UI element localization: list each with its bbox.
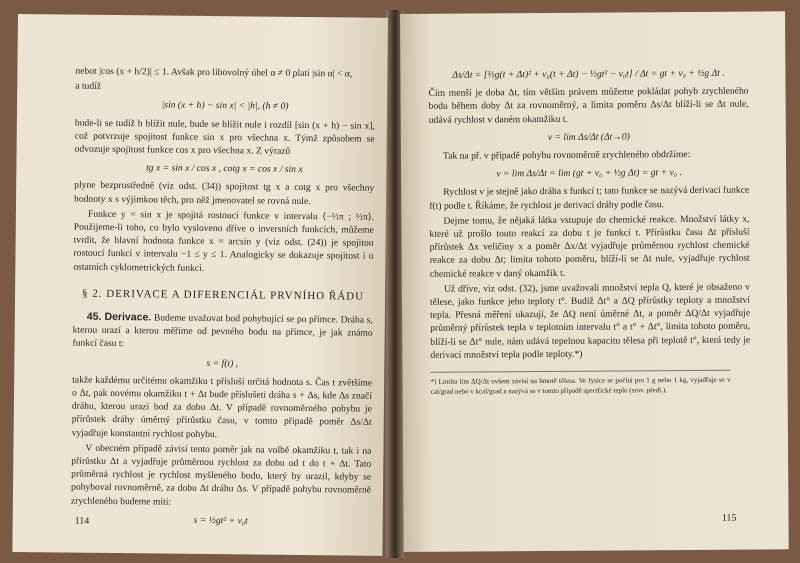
paragraph-45 bbox=[72, 311, 372, 354]
equation: v = lim Δs/Δt (Δt→0) bbox=[547, 131, 630, 143]
equation: s = ½gt² + v₀t bbox=[193, 514, 248, 527]
page-number: 114 bbox=[74, 515, 90, 527]
footnote: *) Limita lim ΔQ/Δt ovšem závisí na hmotě tělesa. Ve fysice se počítá pro 1 g nebo 1 kg, vyjadřuje se v cal/grad nebo v kcal/grad a nazývá se v tomto případě specifické teplo (srov. předl.). bbox=[430, 370, 730, 397]
paragraph: Rychlost v je stejně jako dráha s funkcí t; tato funkce se nazývá derivací funkce f(t) podle t. Říkáme, že rychlost je derivací dráhy podle času. bbox=[429, 184, 750, 212]
paragraph: bude-li se tudíž h blížit nule, bude se blížit nule i rozdíl [sin (x + h) − sin x], což potvrzuje spojitost funkce sin x pro všechna x. Týmž způsobem se odvozuje spojitost funkce cos x pro všechna x. Z výrazů bbox=[74, 117, 375, 157]
left-page-text bbox=[71, 65, 376, 534]
paragraph: Už dříve, viz odst. (32), jsme uvažovali množství tepla Q, které je obsaženo v tělese, jako funkce jeho teploty t°. Budiž Δt° a ΔQ přírůstky teploty a množství tepla. Přesná měření ukazují, že ΔQ není úměrné Δt, a poměr ΔQ/Δt vyjadřuje průměrný přírůstek tepla v teplotním intervalu t° a t° + Δt°, limita tohoto poměru, blíží-li se Δt° nule, nám udává tepelnou kapacitu tělesa při teplotě t°, která tedy je derivací množství tepla podle teploty.*) bbox=[429, 281, 751, 361]
right-page bbox=[400, 11, 789, 552]
right-page-text bbox=[428, 62, 750, 397]
paragraph-label: 45. Derivace. bbox=[86, 310, 152, 324]
paragraph: Dejme tomu, že nějaká látka vstupuje do chemické reakce. Množství látky x, které už prošlo touto reakcí za dobu t je funkcí t. Přírůstku času Δt přísluší přírůstek Δx veličiny x a poměr Δx/Δt vyjadřuje průměrnou rychlost chemické reakce za dobu Δt; limita tohoto poměru, blíží-li se Δt nule, vyjadřuje rychlost chemické reakce v daný okamžik t. bbox=[429, 213, 750, 280]
text-line: nebot |cos (x + h/2)| ≤ 1. Avšak pro libovolný úhel α ≠ 0 platí |sin α| < α, bbox=[75, 65, 353, 80]
page-number: 115 bbox=[721, 512, 737, 524]
paragraph: takže každému určitému okamžiku t přísluší určitá hodnota s. Čas t zvětšíme o Δt, pak novému okamžiku t + Δt bude příslušeti dráha s + Δs, kde Δs značí dráhu, kterou urazí bod za dobu Δt. V případě rovnoměrného pohybu je přírůstek dráhy úměrný přírůstku času, v tomto případě poměr Δs/Δt vyjadřuje konstantní rychlost pohybu. bbox=[71, 374, 373, 440]
paragraph: Funkce y = sin x je spojitá rostoucí funkce v intervalu ⟨−½π ; ½π⟩. Použijeme-li toho, co bylo vysloveno dříve o inversních funkcích, můžeme tvrdit, že hlavní hodnota funkce x = arcsin y (viz odst. (24)) je spojitou rostoucí funkcí v intervalu −1 ≤ y ≤ 1. Analogicky se dokazuje spojitost i u ostatních cyklometrických funkcí. bbox=[73, 208, 374, 274]
text-line: a tudíž bbox=[75, 80, 102, 93]
paragraph: Tak na př. v případě pohybu rovnoměrně zrychleného obdržíme: bbox=[442, 148, 691, 162]
equation: s = f(t) , bbox=[206, 357, 239, 369]
paragraph: plyne bezprostředně (viz odst. (34)) spojitost tg x a cotg x pro všechny hodnoty x s výjimkou těch, pro něž jmenovatel se rovná nule. bbox=[74, 180, 375, 207]
paragraph: Čím menší je doba Δt, tím větším právem můžeme pokládat pohyb zrychleného bodu během doby Δt za rovnoměrný, a limita poměru Δs/Δt blíží-li se Δt nule, udává rychlost v daném okamžiku t. bbox=[428, 85, 749, 126]
equation: tg x = sin x / cos x , cotg x = cos x / sin x bbox=[146, 162, 303, 176]
section-heading: § 2. DERIVACE A DIFERENCIÁL PRVNÍHO ŘÁDU bbox=[81, 287, 365, 303]
equation: |sin (x + h) − sin x| < |h|, (h ≠ 0) bbox=[161, 99, 289, 113]
paragraph: V obecném případě závisí tento poměr jak na volbě okamžiku t, tak i na přírůstku Δt a vyjadřuje průměrnou rychlost za dobu od t do t + Δt. Tato průměrná rychlost je rychlost myšleného bodu, který by urazil, kdyby se pohyboval rovnoměrně, za dobu Δt dráhu Δs. V případě pohybu rovnoměrně zrychleného budeme míti: bbox=[70, 442, 372, 508]
equation: v = lim Δs/Δt = lim (gt + v₀ + ½g Δt) = gt + v₀ . bbox=[496, 167, 682, 180]
left-page bbox=[12, 14, 388, 556]
equation: Δs/Δt = [½g(t + Δt)² + v₀(t + Δt) − ½gt² − v₀t] / Δt = gt + v₀ + ½g Δt . bbox=[452, 67, 725, 81]
paragraph-text: Budeme uvažovat bod pohybující se po přímce. Dráha s, kterou urazí a kterou měříme od pevného bodu na přímce, je jak známo funkcí času t: bbox=[72, 312, 373, 350]
